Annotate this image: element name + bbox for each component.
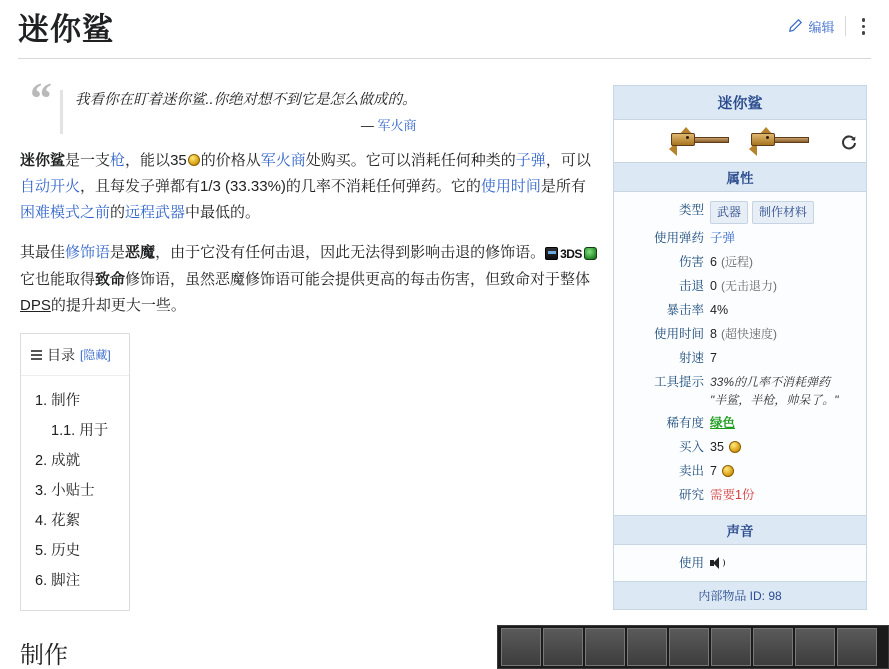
value-crit: 4% <box>710 302 729 317</box>
table-of-contents <box>20 333 130 611</box>
toc-num-5: 5. <box>35 542 48 559</box>
value-tooltip <box>710 373 839 409</box>
value-knockback <box>710 277 777 296</box>
edit-button[interactable] <box>787 17 834 36</box>
label-damage: 伤害 <box>678 254 704 269</box>
tooltip-line-2: "半鲨，半枪，帅呆了。" <box>710 392 839 407</box>
sell-value: 7 <box>710 463 717 478</box>
speaker-icon[interactable] <box>710 557 724 569</box>
pencil-icon <box>787 18 803 34</box>
p2-t2: 是 <box>110 244 126 261</box>
p1-t7: 是所有 <box>540 178 586 195</box>
link-autofire[interactable]: 自动开火 <box>20 178 81 195</box>
toc-hide-button[interactable]: [隐藏] <box>80 348 111 362</box>
crafting-slot <box>543 628 583 666</box>
label-buy: 买入 <box>678 439 704 454</box>
toc-item-4[interactable] <box>35 506 129 536</box>
toc-num-6: 6. <box>35 572 48 589</box>
p1-t4: 处购买。它可以消耗任何种类的 <box>305 152 516 169</box>
p1-t3: 的价格从 <box>200 152 261 169</box>
buy-value: 35 <box>710 439 724 454</box>
label-crit: 暴击率 <box>666 302 704 317</box>
edit-label: 编辑 <box>808 19 835 35</box>
row-sell <box>614 459 866 483</box>
item-infobox <box>613 85 867 610</box>
link-ranged-weapon[interactable]: 远程武器 <box>125 204 186 221</box>
toc-num-3: 3. <box>35 482 48 499</box>
toc-label-1: 制作 <box>51 392 81 409</box>
toc-label-5: 历史 <box>51 542 81 559</box>
toc-item-5[interactable] <box>35 536 129 566</box>
modifier-deadly: 致命 <box>95 270 126 288</box>
p2-t4: 它也能取得 <box>20 270 96 288</box>
crafting-slots-strip <box>497 625 889 669</box>
pull-quote <box>30 74 600 134</box>
toc-list <box>21 376 129 610</box>
kebab-menu-icon[interactable] <box>856 16 872 37</box>
row-knockback <box>614 274 866 298</box>
row-velocity <box>614 346 866 370</box>
row-use-time <box>614 322 866 346</box>
coin-icon-sell <box>722 465 734 477</box>
page-header <box>0 0 889 62</box>
toc-item-3[interactable] <box>35 476 129 506</box>
toc-header <box>21 334 129 376</box>
crafting-slot <box>795 628 835 666</box>
value-rarity <box>710 414 735 433</box>
page-title: 迷你鲨 <box>18 12 114 47</box>
p2-t5: 修饰语，虽然恶魔修饰语可能会提供更高的每击伤害，但致命对于整体 <box>125 270 591 288</box>
research-value: 需要1份 <box>710 487 755 502</box>
toc-num-2: 2. <box>35 452 48 469</box>
p1-t9: 中最低的。 <box>185 204 261 221</box>
toc-label-1-1: 用于 <box>79 422 109 439</box>
modifier-demonic: 恶魔 <box>125 244 156 261</box>
console-icon <box>545 247 558 260</box>
knockback-value: 0 <box>710 278 717 293</box>
tooltip-line-1: 33%的几率不消耗弹药 <box>710 374 831 389</box>
p1-t1: 是一支 <box>65 152 111 169</box>
label-type: 类型 <box>678 202 704 217</box>
value-damage <box>710 253 753 272</box>
toc-title: 目录 <box>47 346 75 363</box>
quote-attribution <box>75 115 417 134</box>
pill-weapon[interactable]: 武器 <box>710 201 748 224</box>
article-content <box>20 72 600 669</box>
row-rarity <box>614 411 866 435</box>
use-time-value: 8 <box>710 326 717 341</box>
pill-crafting-material[interactable]: 制作材料 <box>752 201 814 224</box>
label-sound-use: 使用 <box>678 555 704 570</box>
link-use-time[interactable]: 使用时间 <box>480 178 541 195</box>
label-velocity: 射速 <box>678 350 704 365</box>
platform-badges <box>545 241 597 267</box>
crafting-slot <box>711 628 751 666</box>
use-time-note: (超快速度) <box>720 326 777 341</box>
label-use-time: 使用时间 <box>653 326 704 341</box>
3ds-label: 3DS <box>560 246 582 261</box>
p2-t3: ，由于它没有任何击退，因此无法得到影响击退的修饰语。 <box>155 244 546 261</box>
list-icon <box>31 350 42 360</box>
damage-value: 6 <box>710 254 717 269</box>
p2-t1: 其最佳 <box>20 244 66 261</box>
p2-t6: 的提升却更大一些。 <box>50 296 186 314</box>
row-buy <box>614 435 866 459</box>
value-buy <box>710 438 742 457</box>
row-ammo <box>614 226 866 250</box>
toc-num-1-1: 1.1. <box>51 422 76 439</box>
damage-note: (远程) <box>720 254 753 269</box>
toc-label-4: 花絮 <box>51 512 81 529</box>
rarity-green[interactable]: 绿色 <box>710 415 736 430</box>
link-arms-dealer[interactable]: 军火商 <box>260 152 306 169</box>
toc-label-6: 脚注 <box>51 572 81 589</box>
crafting-slot <box>501 628 541 666</box>
value-sound-use <box>710 554 724 573</box>
p1-price: 35 <box>170 152 187 169</box>
infobox-sound-rows <box>614 545 866 581</box>
p1-t8: 的 <box>110 204 126 221</box>
toc-item-2[interactable] <box>35 446 129 476</box>
link-bullet[interactable]: 子弹 <box>515 152 546 169</box>
link-modifier[interactable]: 修饰语 <box>65 244 111 261</box>
crafting-slot <box>669 628 709 666</box>
row-research <box>614 483 866 507</box>
label-ammo: 使用弹药 <box>653 230 704 245</box>
section-heading-crafting: 制作 <box>20 635 480 669</box>
value-use-time <box>710 325 777 344</box>
link-pre-hardmode[interactable]: 困难模式之前 <box>20 204 111 221</box>
minishark-sprite-1 <box>669 130 731 152</box>
mobile-icon <box>584 247 597 260</box>
quote-attribution-link[interactable]: 军火商 <box>377 118 417 133</box>
toc-item-6[interactable] <box>35 566 129 596</box>
minishark-sprite-2 <box>749 130 811 152</box>
p1-t2: ，能以 <box>125 152 171 169</box>
link-ammo-bullet[interactable]: 子弹 <box>710 230 736 245</box>
crafting-slot <box>837 628 877 666</box>
coin-icon-buy <box>729 441 741 453</box>
label-research: 研究 <box>678 487 704 502</box>
knockback-note: (无击退力) <box>720 278 777 293</box>
infobox-title: 迷你鲨 <box>614 86 866 120</box>
coin-icon <box>188 154 200 166</box>
dps-term: DPS <box>20 296 51 314</box>
quote-mark-icon: “ <box>30 74 52 123</box>
value-ammo <box>710 229 735 248</box>
infobox-footer: 内部物品 ID: 98 <box>614 581 866 609</box>
value-type <box>710 201 814 224</box>
value-sell <box>710 462 735 481</box>
paragraph-2 <box>20 240 600 319</box>
row-tooltip <box>614 370 866 411</box>
toc-item-1-1[interactable] <box>51 416 129 446</box>
value-velocity: 7 <box>710 350 717 365</box>
p1-t6: ，且每发子弹都有1/3 (33.33%)的几率不消耗任何弹药。它的 <box>80 178 481 195</box>
infobox-images <box>614 120 866 162</box>
label-tooltip: 工具提示 <box>653 374 704 389</box>
label-sell: 卖出 <box>678 463 704 478</box>
infobox-rows <box>614 192 866 515</box>
infobox-sound-header: 声音 <box>614 515 866 545</box>
label-rarity: 稀有度 <box>666 415 704 430</box>
paragraph-1 <box>20 148 600 226</box>
link-gun[interactable]: 枪 <box>110 152 126 169</box>
toc-label-2: 成就 <box>51 452 81 469</box>
quote-text: 我看你在盯着迷你鲨..你绝对想不到它是怎么做成的。 <box>75 92 417 108</box>
toc-label-3: 小贴士 <box>51 482 95 499</box>
toc-num-4: 4. <box>35 512 48 529</box>
action-divider <box>845 16 846 36</box>
row-type <box>614 198 866 226</box>
row-sound-use <box>614 551 866 575</box>
p1-lead: 迷你鲨 <box>20 152 66 169</box>
refresh-icon[interactable] <box>840 134 858 152</box>
header-divider <box>18 58 871 59</box>
crafting-slot <box>585 628 625 666</box>
label-knockback: 击退 <box>678 278 704 293</box>
p1-t5: ，可以 <box>545 152 591 169</box>
quote-body <box>60 90 417 134</box>
header-actions <box>787 16 871 37</box>
infobox-attributes-header: 属性 <box>614 162 866 192</box>
value-research <box>710 486 754 505</box>
toc-num-1: 1. <box>35 392 48 409</box>
crafting-slot <box>627 628 667 666</box>
quote-dash: — <box>360 118 374 133</box>
toc-item-1[interactable] <box>35 386 129 446</box>
row-damage <box>614 250 866 274</box>
toc-sublist-1 <box>35 416 129 446</box>
row-crit <box>614 298 866 322</box>
crafting-slot <box>753 628 793 666</box>
